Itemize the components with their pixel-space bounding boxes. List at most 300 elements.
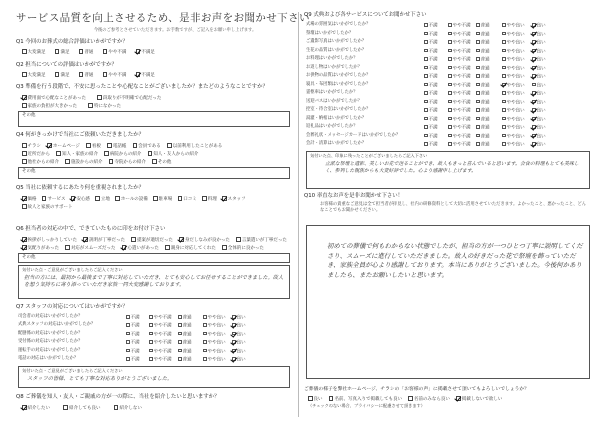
q9-row: [306, 141, 590, 150]
q5-checkbox[interactable]: [95, 196, 100, 201]
q7-scale-label: やや良い: [207, 348, 226, 354]
q9-rating-box[interactable]: [502, 49, 506, 53]
q7-comment-box[interactable]: [18, 366, 290, 388]
q9-rating-option: [532, 32, 546, 38]
q9-comment-box[interactable]: [306, 151, 590, 189]
publish-checkbox[interactable]: [329, 396, 334, 401]
q9-row-label: 返礼品はいかがでしたか？: [306, 124, 358, 129]
q9-scale-label: 不満: [428, 99, 438, 105]
q9-rating-box-checked[interactable]: [532, 74, 536, 78]
q9-rating-box-checked[interactable]: [532, 117, 536, 121]
q9-rating-option: [502, 49, 525, 55]
q9-rating-box[interactable]: [424, 100, 428, 104]
q7-rating-box[interactable]: [149, 349, 153, 353]
q9-rating-box[interactable]: [476, 134, 480, 138]
q9-rating-box[interactable]: [476, 142, 480, 146]
q4-checkbox[interactable]: [109, 159, 114, 164]
q9-scale-label: 不満: [428, 116, 438, 122]
q3-other-box[interactable]: [18, 111, 290, 127]
q9-rating-box[interactable]: [448, 117, 452, 121]
q9-rating-option: [502, 74, 525, 80]
q9-scale-label: 良い: [536, 40, 546, 46]
q3-options-row1: [22, 95, 171, 102]
q7-rating-box[interactable]: [203, 349, 207, 353]
q9-rating-box[interactable]: [424, 32, 428, 36]
q4-checkbox[interactable]: [148, 151, 153, 156]
q7-rating-box[interactable]: [178, 323, 182, 327]
q9-rating-box[interactable]: [502, 125, 506, 129]
q9-row-label: 湯灌・納棺はいかがでしたか？: [306, 115, 367, 121]
q5-option-label: サービス: [47, 196, 66, 202]
q9-rating-option: [476, 23, 490, 29]
q9-rating-option: [532, 108, 546, 114]
q9-rating-box[interactable]: [476, 91, 480, 95]
q9-scale-label: 良い: [536, 23, 546, 29]
q9-rating-option: [502, 142, 525, 148]
q9-scale-label: 良い: [536, 48, 546, 54]
q9-rating-box[interactable]: [532, 83, 536, 87]
q9-scale-label: やや不満: [452, 142, 471, 148]
q9-rating-box[interactable]: [476, 108, 480, 112]
q7-row: [18, 339, 288, 347]
q9-scale-label: やや不満: [452, 91, 471, 97]
q9-rating-option: [476, 57, 490, 63]
q7-scale-label: 良い: [236, 340, 246, 346]
q9-rating-option: [448, 32, 471, 38]
q7-row-label: 受付係の対応はいかがでしたか？: [18, 339, 83, 345]
q5-checkbox[interactable]: [115, 196, 120, 201]
q9-row: [306, 107, 590, 116]
q4-checkbox[interactable]: [22, 159, 27, 164]
q9-rating-box[interactable]: [502, 66, 506, 70]
q7-rating-box[interactable]: [203, 357, 207, 361]
q4-checkbox[interactable]: [104, 151, 109, 156]
q9-rating-option: [424, 108, 438, 114]
q4-question: Q4 何がきっかけで当社にご依頼いただきましたか？: [16, 132, 144, 138]
q9-rating-box[interactable]: [448, 74, 452, 78]
q6-other-box[interactable]: [18, 253, 290, 263]
column-divider: [298, 12, 299, 417]
q9-rating-box[interactable]: [476, 125, 480, 129]
q9-row: [306, 82, 590, 91]
q6-other-label: その他: [22, 255, 36, 260]
q9-rating-option: [502, 125, 525, 131]
q9-scale-label: 普通: [480, 74, 490, 80]
q9-scale-label: 普通: [480, 133, 490, 139]
q5-checkbox-checked[interactable]: [222, 196, 227, 201]
q7-rating-box-checked[interactable]: [232, 315, 236, 319]
q6-checkbox[interactable]: [165, 245, 170, 250]
q3-checkbox-checked[interactable]: [22, 95, 27, 100]
q9-rating-box[interactable]: [502, 32, 506, 36]
q7-rating-box[interactable]: [126, 349, 130, 353]
q8-option-label: 紹介しない: [119, 405, 142, 411]
q9-rating-option: [476, 142, 490, 148]
q9-rating-box[interactable]: [448, 134, 452, 138]
q1-checkbox[interactable]: [79, 49, 84, 54]
q5-checkbox-checked[interactable]: [22, 196, 27, 201]
q9-rating-box-checked[interactable]: [532, 100, 536, 104]
publish-option-label: 名前、写真入りで掲載しても良い: [334, 396, 402, 402]
q5-question: Q5 当社に依頼するにあたり何を重視されましたか？: [16, 185, 144, 191]
q4-checkbox[interactable]: [65, 159, 70, 164]
q7-rating-box[interactable]: [203, 340, 207, 344]
q7-rating-box[interactable]: [126, 332, 130, 336]
q9-rating-grid: [306, 22, 590, 150]
q9-rating-box[interactable]: [502, 142, 506, 146]
q9-rating-option: [502, 91, 525, 97]
q6-checkbox[interactable]: [222, 245, 227, 250]
q7-rating-box[interactable]: [126, 315, 130, 319]
q1-options: [22, 49, 155, 56]
q5-checkbox[interactable]: [202, 196, 207, 201]
q4-checkbox[interactable]: [133, 143, 138, 148]
q5-options-row2: [22, 204, 73, 211]
q9-rating-option: [502, 108, 525, 114]
q2-checkbox-checked[interactable]: [136, 72, 141, 77]
q9-scale-label: 良い: [536, 31, 546, 37]
q9-scale-label: 普通: [480, 108, 490, 114]
q9-rating-option: [502, 134, 525, 140]
q9-rating-option: [532, 83, 546, 89]
q3-option-label: 特になかった: [93, 103, 121, 109]
q9-rating-option: [448, 49, 471, 55]
q7-scale-label: 良い: [236, 315, 246, 321]
q5-option-label: 価格: [27, 196, 37, 202]
q4-option-label: 施設からの紹介: [70, 159, 103, 165]
q9-rating-box[interactable]: [448, 49, 452, 53]
q9-rating-box[interactable]: [502, 100, 506, 104]
q7-row-label: 配膳係の対応はいかがでしたか？: [18, 330, 83, 336]
q9-row-label: 会計・清算はいかがでしたか？: [306, 141, 367, 146]
q9-scale-label: 不満: [428, 133, 438, 139]
q7-rating-box[interactable]: [203, 332, 207, 336]
q9-scale-label: 不満: [428, 31, 438, 37]
q9-rating-option: [424, 23, 438, 29]
q9-rating-box[interactable]: [476, 66, 480, 70]
q3-checkbox[interactable]: [88, 103, 93, 108]
q9-rating-box-checked[interactable]: [532, 134, 536, 138]
q9-rating-box[interactable]: [448, 40, 452, 44]
q2-option-label: 満足: [60, 72, 70, 78]
q9-rating-box[interactable]: [424, 134, 428, 138]
q9-rating-box-checked[interactable]: [532, 40, 536, 44]
q10-comment-box[interactable]: [306, 225, 590, 379]
q9-scale-label: やや良い: [506, 57, 525, 63]
q6-checkbox-checked[interactable]: [83, 237, 88, 242]
q9-rating-box[interactable]: [448, 125, 452, 129]
q7-rating-box[interactable]: [203, 315, 207, 319]
q1-checkbox[interactable]: [22, 49, 27, 54]
q7-rating-box[interactable]: [178, 340, 182, 344]
q4-checkbox[interactable]: [56, 151, 61, 156]
q7-rating-box[interactable]: [149, 323, 153, 327]
q9-scale-label: 不満: [428, 57, 438, 63]
q7-comment-label: 気付いた点・ご意見がございましたらご記入ください: [22, 368, 123, 373]
q9-scale-label: 不満: [428, 108, 438, 114]
q9-rating-box[interactable]: [424, 40, 428, 44]
q9-row: [306, 99, 590, 108]
q9-rating-box[interactable]: [424, 108, 428, 112]
q9-scale-label: やや良い: [506, 48, 525, 54]
q9-scale-label: 普通: [480, 99, 490, 105]
q9-rating-box[interactable]: [502, 108, 506, 112]
q7-rating-grid: [18, 314, 288, 364]
q9-comment-label: 気付いた点、印象に残ったことがございましたらご記入下さい: [310, 153, 428, 158]
q7-scale-label: 普通: [182, 340, 192, 346]
q9-scale-label: やや良い: [506, 82, 525, 88]
q9-rating-box[interactable]: [424, 142, 428, 146]
q6-checkbox[interactable]: [65, 245, 70, 250]
q5-checkbox[interactable]: [178, 196, 183, 201]
q9-rating-box[interactable]: [448, 108, 452, 112]
q9-rating-option: [476, 108, 490, 114]
q9-row-label: 式場の雰囲気はいかがでしたか？: [306, 22, 371, 27]
q6-checkbox-checked[interactable]: [179, 237, 184, 242]
q1-checkbox[interactable]: [103, 49, 108, 54]
q9-rating-option: [532, 40, 546, 46]
q5-checkbox[interactable]: [22, 204, 27, 209]
q7-rating-box-checked[interactable]: [232, 340, 236, 344]
q9-rating-box[interactable]: [424, 125, 428, 129]
q9-rating-box[interactable]: [476, 100, 480, 104]
q9-row: [306, 133, 590, 142]
q8-checkbox[interactable]: [63, 405, 68, 410]
q4-checkbox[interactable]: [22, 143, 27, 148]
q7-rating-box-checked[interactable]: [232, 357, 236, 361]
q4-option-label: 近所だから: [27, 151, 50, 157]
q7-rating-box-checked[interactable]: [232, 349, 236, 353]
q9-rating-option: [448, 108, 471, 114]
q7-rating-box[interactable]: [149, 340, 153, 344]
q9-rating-box[interactable]: [448, 83, 452, 87]
q6-checkbox[interactable]: [236, 237, 241, 242]
q7-rating-box-checked[interactable]: [232, 323, 236, 327]
q2-checkbox[interactable]: [103, 72, 108, 77]
q9-rating-box[interactable]: [448, 100, 452, 104]
q9-rating-option: [476, 74, 490, 80]
q9-rating-box[interactable]: [502, 117, 506, 121]
q7-rating-box[interactable]: [178, 357, 182, 361]
q9-rating-box[interactable]: [448, 66, 452, 70]
q9-rating-box[interactable]: [476, 49, 480, 53]
q7-scale-label: 不満: [130, 357, 140, 363]
q9-scale-label: やや不満: [452, 74, 471, 80]
q9-rating-box[interactable]: [502, 40, 506, 44]
q9-rating-option: [476, 100, 490, 106]
q9-rating-box[interactable]: [502, 57, 506, 61]
q4-other-label: その他: [22, 169, 36, 174]
q9-rating-box[interactable]: [476, 57, 480, 61]
publish-checkbox[interactable]: [308, 396, 313, 401]
q9-rating-box[interactable]: [424, 57, 428, 61]
q9-rating-box-checked[interactable]: [532, 125, 536, 129]
q9-row: [306, 116, 590, 125]
q9-scale-label: 普通: [480, 142, 490, 148]
q9-rating-option: [448, 66, 471, 72]
q3-checkbox[interactable]: [22, 103, 27, 108]
q9-question: Q9 式典および各サービスについてお聞かせ下さい: [304, 12, 427, 18]
q4-other-box[interactable]: [18, 167, 290, 179]
q9-scale-label: やや不満: [452, 116, 471, 122]
q7-rating-box[interactable]: [149, 332, 153, 336]
q9-row: [306, 56, 590, 65]
q4-checkbox-checked[interactable]: [47, 143, 52, 148]
q9-rating-box[interactable]: [424, 74, 428, 78]
q9-rating-box[interactable]: [424, 66, 428, 70]
q9-scale-label: 不満: [428, 65, 438, 71]
publish-checkbox[interactable]: [408, 396, 413, 401]
q9-rating-box[interactable]: [476, 83, 480, 87]
q6-checkbox[interactable]: [131, 237, 136, 242]
q2-checkbox[interactable]: [79, 72, 84, 77]
q7-rating-box[interactable]: [178, 315, 182, 319]
q9-rating-box-checked[interactable]: [532, 66, 536, 70]
q4-checkbox[interactable]: [22, 151, 27, 156]
q7-rating-box[interactable]: [149, 357, 153, 361]
q9-rating-box-checked[interactable]: [502, 83, 506, 87]
q7-scale-label: 不満: [130, 332, 140, 338]
q2-options: [22, 72, 155, 79]
q7-scale-label: 不満: [130, 340, 140, 346]
q1-option-label: 不満足: [141, 49, 155, 55]
q7-scale-label: 良い: [236, 332, 246, 338]
q9-rating-option: [424, 32, 438, 38]
q9-scale-label: やや不満: [452, 31, 471, 37]
q5-checkbox-checked[interactable]: [71, 196, 76, 201]
q9-rating-option: [424, 40, 438, 46]
q9-rating-box-checked[interactable]: [532, 108, 536, 112]
q8-checkbox[interactable]: [114, 405, 119, 410]
q1-checkbox[interactable]: [55, 49, 60, 54]
q4-checkbox[interactable]: [152, 159, 157, 164]
q9-rating-option: [424, 57, 438, 63]
q7-rating-box-checked[interactable]: [232, 332, 236, 336]
q9-rating-box[interactable]: [502, 134, 506, 138]
q5-checkbox[interactable]: [153, 196, 158, 201]
q7-scale-label: やや不満: [153, 340, 172, 346]
q9-scale-label: やや良い: [506, 31, 525, 37]
q9-scale-label: やや不満: [452, 108, 471, 114]
q9-rating-option: [448, 74, 471, 80]
q5-checkbox[interactable]: [42, 196, 47, 201]
q2-checkbox[interactable]: [22, 72, 27, 77]
q9-rating-box[interactable]: [476, 40, 480, 44]
q9-rating-box-checked[interactable]: [532, 91, 536, 95]
q6-checkbox-checked[interactable]: [22, 245, 27, 250]
q4-checkbox[interactable]: [107, 143, 112, 148]
q9-scale-label: 良い: [536, 57, 546, 63]
q9-rating-box[interactable]: [448, 32, 452, 36]
q7-rating-box[interactable]: [126, 340, 130, 344]
q9-rating-box[interactable]: [476, 23, 480, 27]
q9-rating-box[interactable]: [424, 117, 428, 121]
q6-checkbox-checked[interactable]: [122, 245, 127, 250]
q4-checkbox[interactable]: [167, 143, 172, 148]
q3-option-label: 段取りが不明確で心配だった: [102, 95, 162, 101]
q7-rating-box[interactable]: [178, 332, 182, 336]
q7-row: [18, 356, 288, 364]
q6-comment-label: 気付いた点・ご意見がございましたらご記入ください: [22, 267, 123, 272]
q1-checkbox-checked[interactable]: [136, 49, 141, 54]
q9-scale-label: 良い: [536, 116, 546, 122]
q6-comment-box[interactable]: [18, 265, 290, 299]
q6-option-label: 親身に対応してくれた: [170, 245, 216, 251]
q9-rating-box-checked[interactable]: [532, 57, 536, 61]
q7-scale-label: やや不満: [153, 315, 172, 321]
q9-rating-box[interactable]: [476, 32, 480, 36]
publish-options: [308, 396, 502, 403]
q2-checkbox[interactable]: [55, 72, 60, 77]
q9-rating-box[interactable]: [448, 23, 452, 27]
q9-rating-option: [448, 83, 471, 89]
publish-checkbox-checked[interactable]: [456, 396, 461, 401]
q7-scale-label: 不満: [130, 323, 140, 329]
q7-rating-box[interactable]: [149, 315, 153, 319]
q9-rating-box[interactable]: [502, 74, 506, 78]
q9-scale-label: 不満: [428, 74, 438, 80]
q10-description: お客様の貴重なご意見は全て担当者が拝見し、社内の研修資料として大切に活用させていただきます。よかったこと、悪かったこと、どんなことでもお聞かせください。: [320, 202, 587, 213]
q9-rating-box[interactable]: [424, 83, 428, 87]
q9-rating-option: [502, 57, 525, 63]
q6-option-label: 説明が丁寧だった: [88, 237, 125, 243]
q9-rating-option: [502, 117, 525, 123]
q9-rating-option: [502, 40, 525, 46]
q9-scale-label: 普通: [480, 65, 490, 71]
q9-rating-box[interactable]: [502, 23, 506, 27]
q9-rating-option: [532, 49, 546, 55]
q9-rating-box[interactable]: [424, 91, 428, 95]
q9-rating-box[interactable]: [448, 91, 452, 95]
q9-scale-label: やや不満: [452, 125, 471, 131]
q8-checkbox-checked[interactable]: [22, 405, 27, 410]
q4-option-label: 以前利用したことがある: [172, 143, 223, 149]
q7-rating-box[interactable]: [203, 323, 207, 327]
q3-options-row2: [22, 103, 121, 110]
q7-scale-label: やや不満: [153, 332, 172, 338]
q9-rating-box[interactable]: [424, 49, 428, 53]
q9-rating-box-checked[interactable]: [532, 49, 536, 53]
q9-rating-box[interactable]: [476, 74, 480, 78]
q9-scale-label: 普通: [480, 40, 490, 46]
q7-row: [18, 331, 288, 339]
q7-scale-label: やや良い: [207, 315, 226, 321]
q9-scale-label: 良い: [536, 133, 546, 139]
q6-checkbox-checked[interactable]: [22, 237, 27, 242]
q9-row-label: 寝具・布団類はいかがでしたか？: [306, 81, 371, 87]
q7-rating-box[interactable]: [126, 323, 130, 327]
q9-rating-box-checked[interactable]: [532, 142, 536, 146]
q9-rating-box-checked[interactable]: [532, 32, 536, 36]
q4-options-row2: [22, 151, 198, 158]
q9-scale-label: やや不満: [452, 82, 471, 88]
page-subtitle: 今後のご参考とさせていただきます。お手数ですが、ご記入をお願い申し上げます。: [93, 28, 257, 33]
q9-rating-box[interactable]: [502, 91, 506, 95]
q3-checkbox[interactable]: [97, 95, 102, 100]
q9-rating-box[interactable]: [448, 142, 452, 146]
q9-rating-box[interactable]: [424, 23, 428, 27]
q5-option-label: 駐車場: [158, 196, 173, 202]
publish-note: （チェックのない場合、プライバシーに配慮させて頂きます）: [308, 403, 425, 408]
q9-rating-box[interactable]: [476, 117, 480, 121]
q9-rating-option: [448, 40, 471, 46]
q4-checkbox[interactable]: [86, 143, 91, 148]
q9-rating-box[interactable]: [448, 57, 452, 61]
q9-scale-label: 良い: [536, 91, 546, 97]
q7-rating-box[interactable]: [126, 357, 130, 361]
q7-rating-box[interactable]: [178, 349, 182, 353]
q9-rating-box-checked[interactable]: [532, 23, 536, 27]
